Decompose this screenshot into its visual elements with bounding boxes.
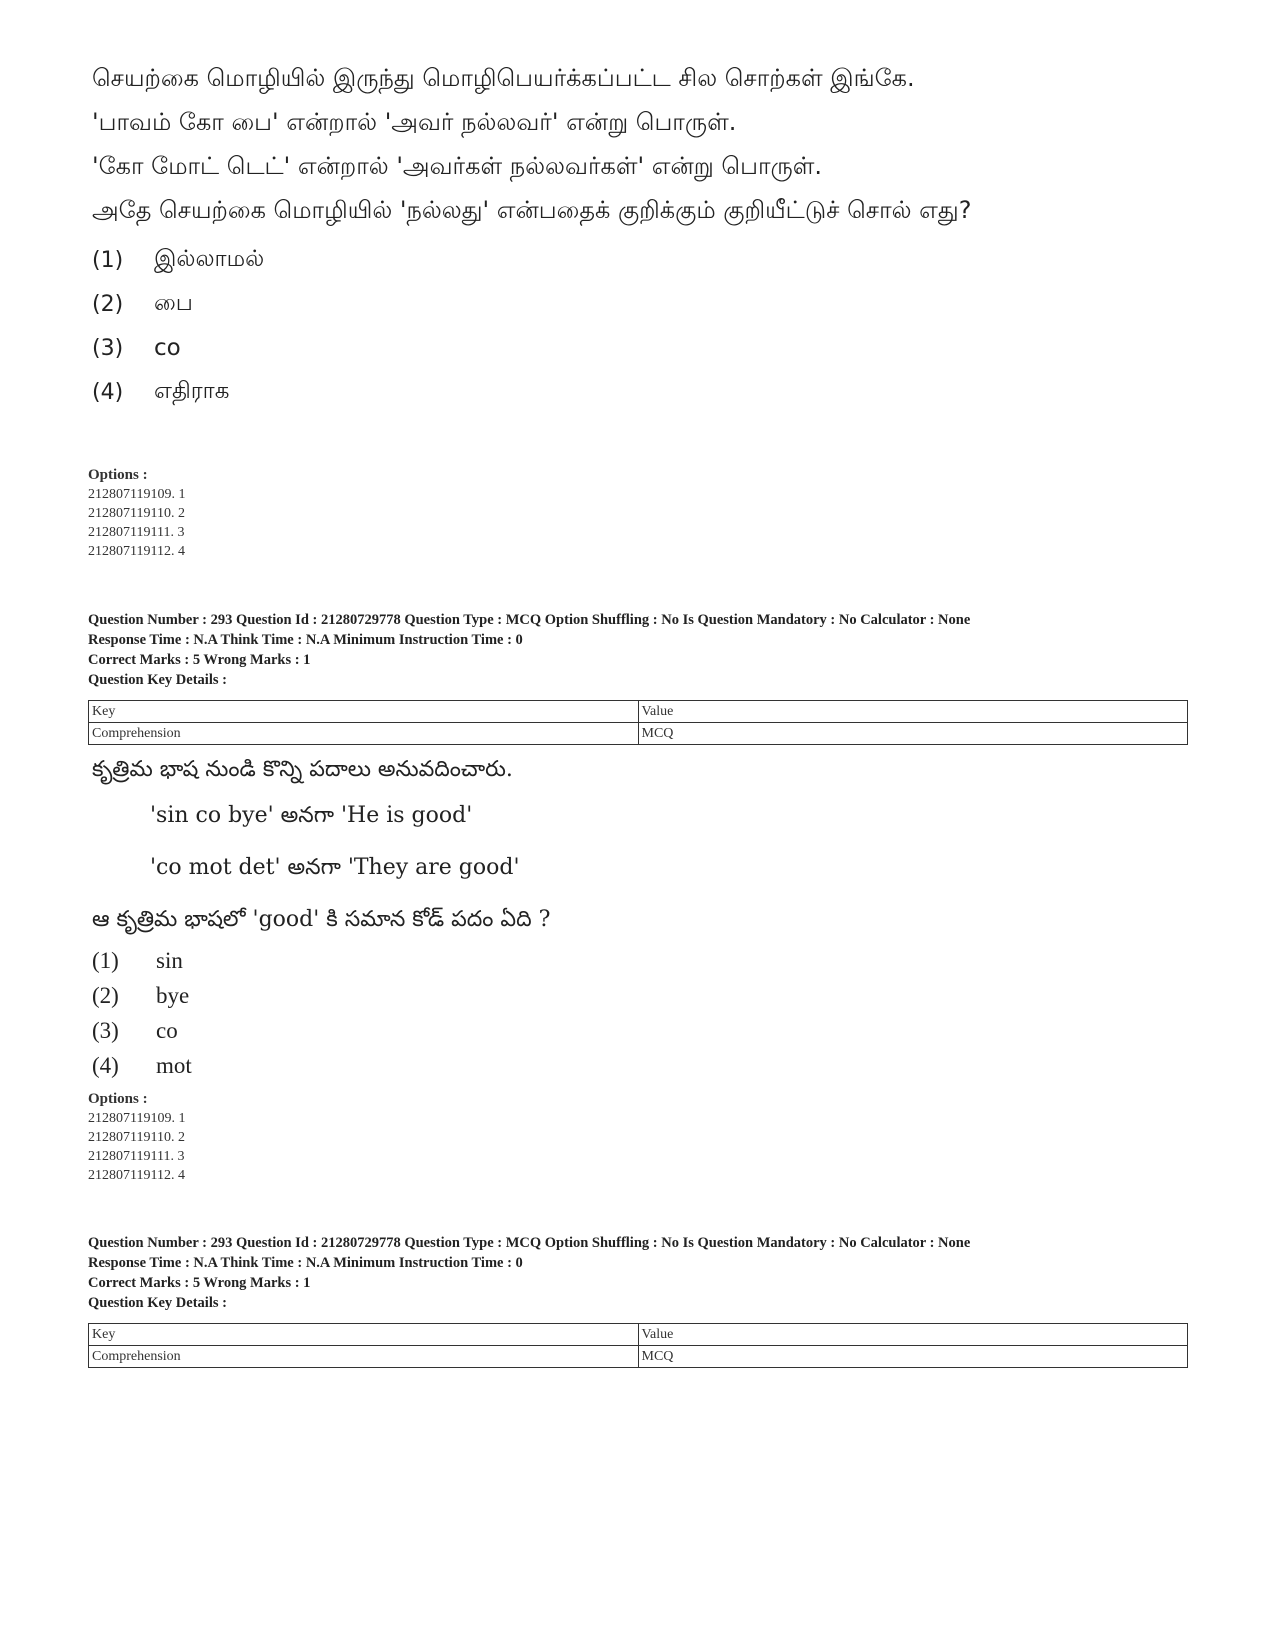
option-number: (4) (92, 1052, 119, 1078)
option-id: 212807119109. 1 (88, 1111, 186, 1126)
table-cell-value: MCQ (638, 1346, 1188, 1368)
option-id: 212807119110. 2 (88, 1130, 185, 1145)
meta-line: Correct Marks : 5 Wrong Marks : 1 (88, 652, 311, 668)
question-2-body (92, 755, 1092, 1083)
option-number: (4) (92, 379, 124, 405)
table-header-value: Value (638, 1324, 1188, 1346)
meta-line: Correct Marks : 5 Wrong Marks : 1 (88, 1275, 311, 1291)
table-row (89, 701, 1188, 723)
option-text: பை (154, 289, 193, 316)
options-label: Options : (88, 467, 148, 483)
question-2-option-2 (92, 978, 1092, 1013)
question-2-example-2: 'co mot det' అనగా 'They are good' (150, 855, 520, 880)
option-text: mot (156, 1052, 192, 1078)
question-2-option-ids (88, 1090, 185, 1185)
option-id: 212807119111. 3 (88, 1149, 185, 1164)
question-2-prompt: ఆ కృత్రిమ భాషలో 'good' కి సమాన కోడ్ పదం ఏది ? (92, 907, 551, 932)
option-text: bye (156, 982, 190, 1008)
question-1-option-1 (92, 238, 1092, 282)
question-2-metadata (88, 1233, 1188, 1313)
question-1-option-2 (92, 282, 1092, 326)
table-row (89, 1324, 1188, 1346)
question-2-intro: కృత్రిమ భాష నుండి కొన్ని పదాలు అనువదించారు. (92, 757, 513, 782)
option-id: 212807119111. 3 (88, 525, 185, 540)
meta-line: Question Key Details : (88, 1295, 227, 1311)
question-1-option-ids (88, 466, 185, 561)
option-text: இல்லாமல் (154, 245, 265, 272)
question-1-option-3 (92, 326, 1092, 370)
meta-line: Question Number : 293 Question Id : 21280729778 Question Type : MCQ Option Shuffling : No Is Question Mandatory : No Calculator : None (88, 612, 971, 628)
question-2-option-1 (92, 943, 1092, 978)
meta-line: Question Key Details : (88, 672, 227, 688)
question-1-intro: செயற்கை மொழியில் இருந்து மொழிபெயர்க்கப்பட்ட சில சொற்கள் இங்கே. (92, 64, 915, 92)
meta-line: Response Time : N.A Think Time : N.A Minimum Instruction Time : 0 (88, 1255, 523, 1271)
option-id: 212807119112. 4 (88, 1168, 185, 1183)
options-label: Options : (88, 1091, 148, 1107)
meta-line: Response Time : N.A Think Time : N.A Minimum Instruction Time : 0 (88, 632, 523, 648)
question-1-option-4 (92, 370, 1092, 414)
question-1-example-1: 'பாவம் கோ பை' என்றால் 'அவர் நல்லவர்' என்று பொருள். (92, 108, 737, 136)
option-number: (1) (92, 247, 124, 273)
table-header-value: Value (638, 701, 1188, 723)
table-cell-value: MCQ (638, 723, 1188, 745)
meta-line: Question Number : 293 Question Id : 21280729778 Question Type : MCQ Option Shuffling : No Is Question Mandatory : No Calculator : None (88, 1235, 971, 1251)
question-2-option-4 (92, 1048, 1092, 1083)
question-2-example-1: 'sin co bye' అనగా 'He is good' (150, 803, 473, 828)
question-1-prompt: அதே செயற்கை மொழியில் 'நல்லது' என்பதைக் குறிக்கும் குறியீட்டுச் சொல் எது? (92, 196, 972, 224)
option-text: எதிராக (154, 377, 230, 404)
option-number: (3) (92, 1017, 119, 1043)
table-row (89, 1346, 1188, 1368)
question-1-body (92, 62, 1092, 414)
option-text: co (154, 335, 181, 361)
table-cell-key: Comprehension (89, 1346, 639, 1368)
option-id: 212807119109. 1 (88, 487, 186, 502)
option-text: sin (156, 947, 183, 973)
option-id: 212807119110. 2 (88, 506, 185, 521)
option-number: (2) (92, 982, 119, 1008)
option-id: 212807119112. 4 (88, 544, 185, 559)
option-text: co (156, 1017, 178, 1043)
option-number: (2) (92, 291, 124, 317)
table-header-key: Key (89, 1324, 639, 1346)
option-number: (3) (92, 335, 124, 361)
question-2-option-3 (92, 1013, 1092, 1048)
table-row (89, 723, 1188, 745)
option-number: (1) (92, 947, 119, 973)
question-2-key-table (88, 1323, 1188, 1368)
table-header-key: Key (89, 701, 639, 723)
question-1-example-2: 'கோ மோட் டெட்' என்றால் 'அவர்கள் நல்லவர்கள்' என்று பொருள். (92, 152, 823, 180)
question-1-metadata (88, 610, 1188, 690)
question-1-key-table (88, 700, 1188, 745)
table-cell-key: Comprehension (89, 723, 639, 745)
